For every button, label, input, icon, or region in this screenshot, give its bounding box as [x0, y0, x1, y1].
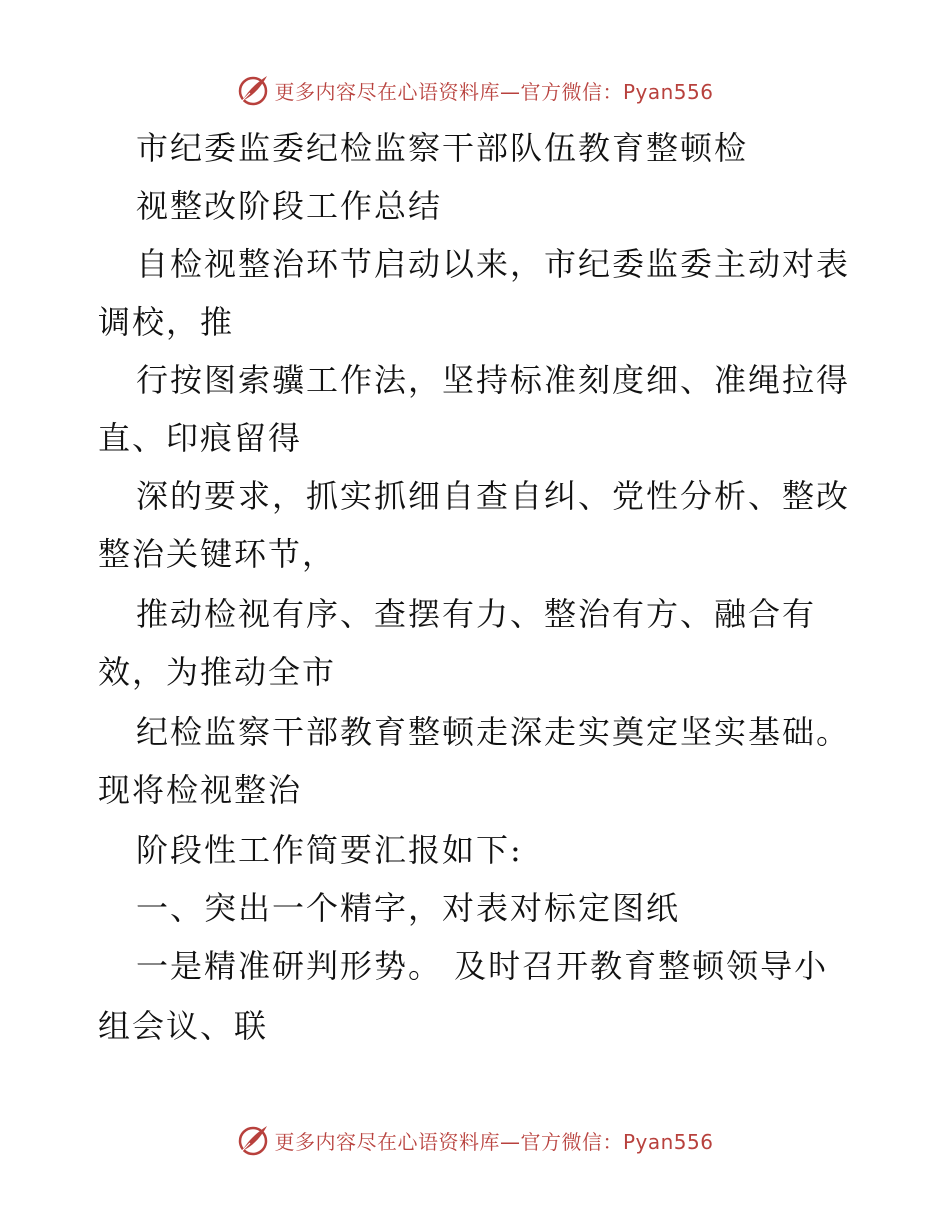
- paragraph-line: 行按图索骥工作法，坚持标准刻度细、准绳拉得: [136, 361, 851, 399]
- paragraph-line: 组会议、联: [98, 1007, 269, 1045]
- feather-pen-logo-icon: [236, 1123, 270, 1157]
- paragraph-line: 深的要求，抓实抓细自查自纠、党性分析、整改: [136, 477, 851, 515]
- paragraph-line: 调校，推: [98, 303, 235, 341]
- document-title-line-1: 市纪委监委纪检监察干部队伍教育整顿检: [136, 129, 749, 167]
- paragraph-line: 整治关键环节，: [98, 535, 337, 573]
- paragraph-line: 推动检视有序、查摆有力、整治有方、融合有: [136, 595, 817, 633]
- watermark-banner-top: [0, 68, 950, 112]
- watermark-text: 更多内容尽在心语资料库—官方微信：Pyan556: [274, 79, 714, 104]
- paragraph-line: 纪检监察干部教育整顿走深走实奠定坚实基础。: [136, 713, 851, 751]
- feather-pen-logo-icon: [236, 73, 270, 107]
- watermark-banner-bottom: [0, 1118, 950, 1162]
- document-title-line-2: 视整改阶段工作总结: [136, 187, 443, 225]
- paragraph-line: 现将检视整治: [98, 771, 303, 809]
- watermark-text: 更多内容尽在心语资料库—官方微信：Pyan556: [274, 1129, 714, 1154]
- section-heading: 一、突出一个精字，对表对标定图纸: [136, 889, 681, 927]
- paragraph-line: 直、印痕留得: [98, 419, 303, 457]
- paragraph-line: 效，为推动全市: [98, 653, 337, 691]
- paragraph-line: 自检视整治环节启动以来，市纪委监委主动对表: [136, 245, 851, 283]
- paragraph-line: 阶段性工作简要汇报如下:: [136, 831, 523, 869]
- paragraph-line: 一是精准研判形势。 及时召开教育整顿领导小: [136, 947, 829, 985]
